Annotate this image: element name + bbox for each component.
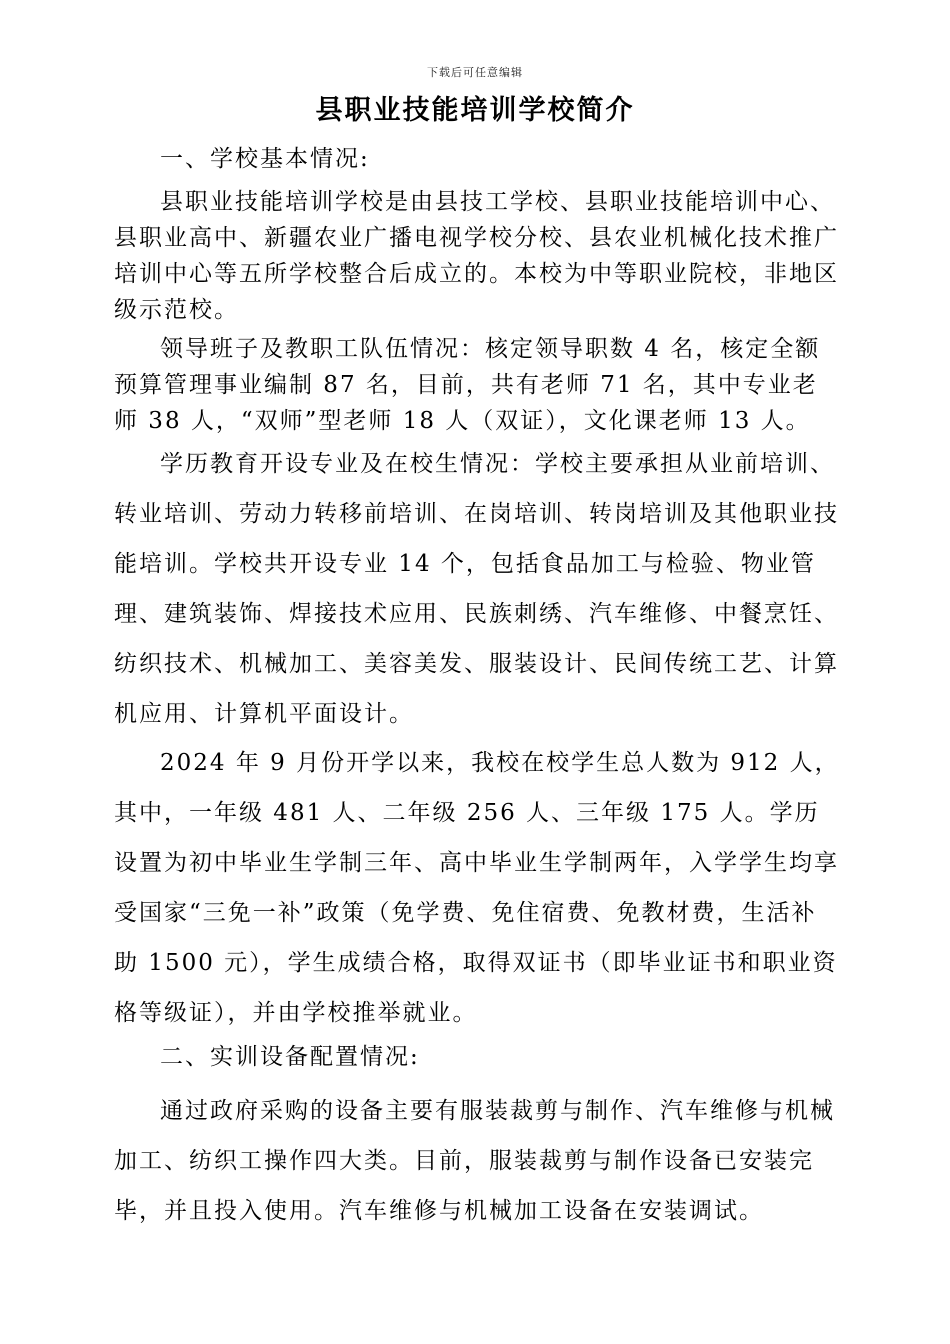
- paragraph-students: 2024 年 9 月份开学以来，我校在校学生总人数为 912 人，其中，一年级 481 人、二年级 256 人、三年级 175 人。学历设置为初中毕业生学制三年、高中毕业生学制两年，入学学生均享受国家“三免一补”政策（免学费、免住宿费、免教材费，生活补助 1500 元），学生成绩合格，取得双证书（即毕业证书和职业资格等级证），并由学校推举就业。: [114, 750, 840, 1026]
- paragraph-equipment: 通过政府采购的设备主要有服装裁剪与制作、汽车维修与机械加工、纺织工操作四大类。目前，服装裁剪与制作设备已安装完毕，并且投入使用。汽车维修与机械加工设备在安装调试。: [114, 1098, 835, 1224]
- page-title: 县职业技能培训学校简介: [315, 95, 635, 126]
- section-heading-basic-info: 一、学校基本情况:: [160, 146, 370, 172]
- header-note: 下载后可任意编辑: [427, 66, 523, 79]
- paragraph-staff: 领导班子及教职工队伍情况：核定领导职数 4 名，核定全额预算管理事业编制 87 名，目前，共有老师 71 名，其中专业老师 38 人，“双师”型老师 18 人（双证），文化课老师 13 人。: [114, 336, 821, 434]
- paragraph-majors: 学历教育开设专业及在校生情况：学校主要承担从业前培训、转业培训、劳动力转移前培训、在岗培训、转岗培训及其他职业技能培训。学校共开设专业 14 个，包括食品加工与检验、物业管理、建筑装饰、焊接技术应用、民族刺绣、汽车维修、中餐烹饪、纺织技术、机械加工、美容美发、服装设计、民间传统工艺、计算机应用、计算机平面设计。: [114, 451, 839, 727]
- section-heading-equipment: 二、实训设备配置情况:: [160, 1044, 420, 1070]
- paragraph-school-overview: 县职业技能培训学校是由县技工学校、县职业技能培训中心、县职业高中、新疆农业广播电视学校分校、县农业机械化技术推广培训中心等五所学校整合后成立的。本校为中等职业院校，非地区级示范校。: [114, 189, 839, 323]
